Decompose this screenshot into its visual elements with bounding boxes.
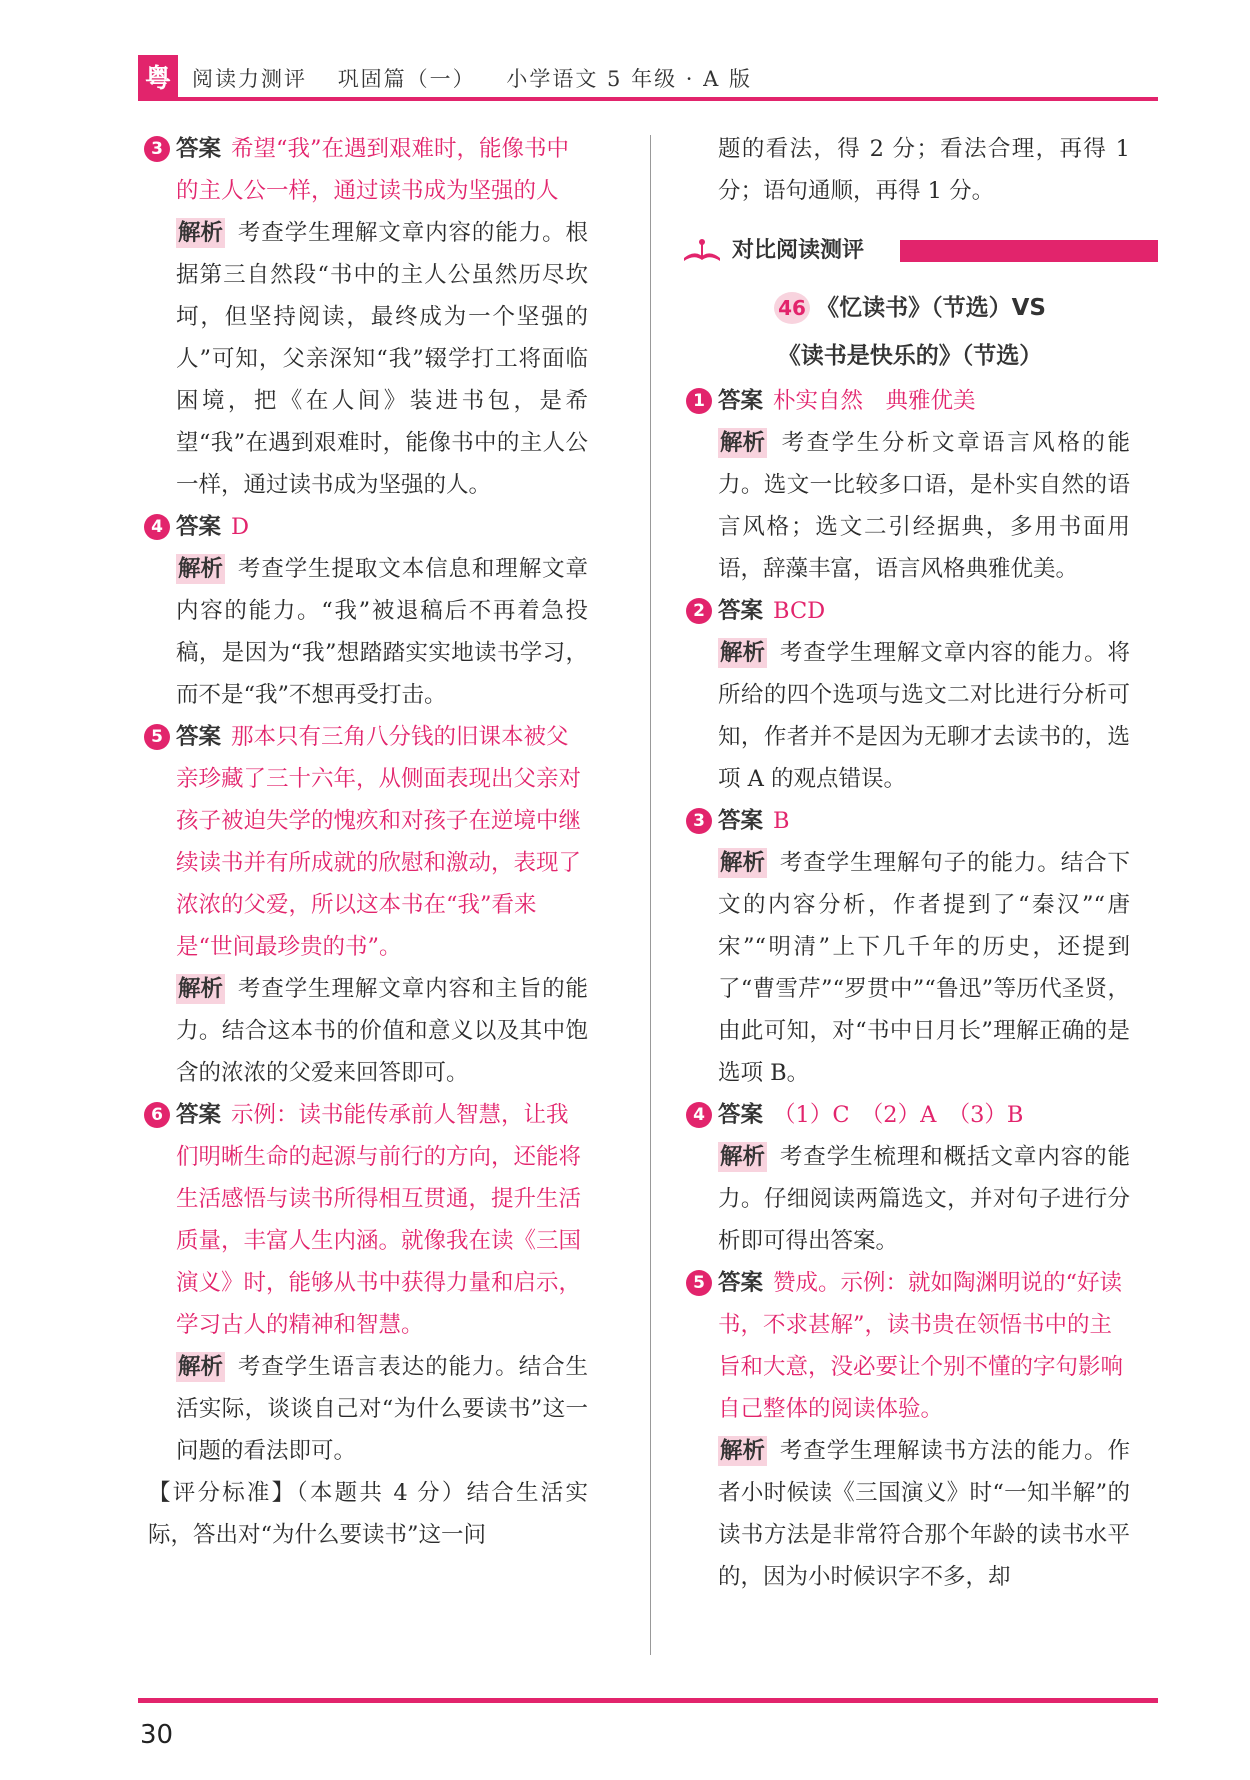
answer-text: 那本只有三角八分钱的旧课本被父亲珍藏了三十六年，从侧面表现出父亲对孩子被迫失学的愧疚和对孩子在逆境中继续读书并有所成就的欣慰和激动，表现了浓浓的父爱，所以这本书在“我”看来是“世间最珍贵的书”。: [176, 724, 582, 960]
right-column: [690, 128, 1130, 1598]
analysis-block: [148, 548, 588, 716]
answer-block-r5: [690, 1262, 1130, 1430]
answer-label: 答案: [718, 388, 764, 414]
analysis-block: [690, 842, 1130, 1094]
answer-block-r1: [690, 380, 1130, 422]
answer-label: 答案: [718, 598, 764, 624]
book-icon: [680, 236, 724, 266]
question-number: 2: [686, 598, 712, 624]
analysis-text: 考查学生理解文章内容的能力。将所给的四个选项与选文二对比进行分析可知，作者并不是因为无聊才去读书的，选项 A 的观点错误。: [718, 640, 1130, 792]
question-number: 5: [144, 724, 170, 750]
scoring-continuation: 题的看法，得 2 分；看法合理，再得 1 分；语句通顺，再得 1 分。: [718, 136, 1130, 204]
analysis-label: 解析: [720, 1438, 766, 1464]
question-number: 3: [144, 136, 170, 162]
analysis-label: 解析: [720, 1144, 766, 1170]
section-bar: [900, 240, 1158, 262]
analysis-text: 考查学生分析文章语言风格的能力。选文一比较多口语，是朴实自然的语言风格；选文二引经据典，多用书面用语，辞藻丰富，语言风格典雅优美。: [718, 430, 1130, 582]
answer-label: 答案: [176, 1102, 222, 1128]
analysis-text: 考查学生理解句子的能力。结合下文的内容分析，作者提到了“秦汉”“唐宋”“明清”上下几千年的历史，还提到了“曹雪芹”“罗贯中”“鲁迅”等历代圣贤，由此可知，对“书中日月长”理解正确的是选项 B。: [718, 850, 1130, 1086]
answer-block-r4: [690, 1094, 1130, 1136]
answer-text: BCD: [773, 598, 826, 624]
analysis-label: 解析: [720, 850, 766, 876]
analysis-block: [148, 968, 588, 1094]
answer-block-q6: [148, 1094, 588, 1346]
question-number: 4: [686, 1102, 712, 1128]
answer-label: 答案: [176, 724, 222, 750]
scoring-criteria: 【评分标准】（本题共 4 分）结合生活实际，答出对“为什么要读书”这一问: [148, 1480, 588, 1548]
answer-block-r3: [690, 800, 1130, 842]
analysis-block: [690, 632, 1130, 800]
answer-label: 答案: [176, 514, 222, 540]
analysis-label: 解析: [178, 220, 224, 246]
logo: 粤: [138, 55, 178, 97]
header-text: [192, 63, 774, 93]
analysis-label: 解析: [178, 976, 224, 1002]
answer-text: 朴实自然 典雅优美: [773, 388, 976, 414]
answer-block-q5: [148, 716, 588, 968]
article-title-line-1: [690, 284, 1130, 332]
question-number: 3: [686, 808, 712, 834]
page-header: [138, 55, 1158, 97]
footer-rule: [138, 1698, 1158, 1703]
answer-block-q4: [148, 506, 588, 548]
article-number-badge: 46: [774, 292, 810, 324]
answer-block-r2: [690, 590, 1130, 632]
header-rule: [138, 97, 1158, 101]
answer-label: 答案: [718, 1270, 764, 1296]
series-title: 阅读力测评: [192, 67, 307, 91]
article-title-2: 《读书是快乐的》（节选）: [777, 343, 1043, 369]
answer-text: 赞成。示例：就如陶渊明说的“好读书，不求甚解”，读书贵在领悟书中的主旨和大意，没必要让个别不懂的字句影响自己整体的阅读体验。: [718, 1270, 1124, 1422]
answer-block-q3: [148, 128, 588, 212]
answer-text: B: [773, 808, 790, 834]
grade-title: 小学语文 5 年级 · A 版: [506, 67, 752, 91]
question-number: 6: [144, 1102, 170, 1128]
left-column: [148, 128, 588, 1556]
question-number: 4: [144, 514, 170, 540]
page-number: 30: [140, 1720, 174, 1750]
analysis-text: 考查学生语言表达的能力。结合生活实际，谈谈自己对“为什么要读书”这一问题的看法即可。: [176, 1354, 588, 1464]
answer-text: D: [231, 514, 250, 540]
analysis-label: 解析: [720, 640, 766, 666]
analysis-block: [690, 1136, 1130, 1262]
volume-title: 巩固篇（一）: [337, 67, 476, 91]
analysis-text: 考查学生理解文章内容和主旨的能力。结合这本书的价值和意义以及其中饱含的浓浓的父爱来回答即可。: [176, 976, 588, 1086]
answer-label: 答案: [176, 136, 222, 162]
analysis-text: 考查学生理解文章内容的能力。根据第三自然段“书中的主人公虽然历尽坎坷，但坚持阅读，最终成为一个坚强的人”可知，父亲深知“我”辍学打工将面临困境，把《在人间》装进书包，是希望“我”在遇到艰难时，能像书中的主人公一样，通过读书成为坚强的人。: [176, 220, 588, 498]
analysis-text: 考查学生梳理和概括文章内容的能力。仔细阅读两篇选文，并对句子进行分析即可得出答案。: [718, 1144, 1130, 1254]
answer-text: 示例：读书能传承前人智慧，让我们明晰生命的起源与前行的方向，还能将生活感悟与读书所得相互贯通，提升生活质量，丰富人生内涵。就像我在读《三国演义》时，能够从书中获得力量和启示，学习古人的精神和智慧。: [176, 1102, 582, 1338]
analysis-text: 考查学生提取文本信息和理解文章内容的能力。“我”被退稿后不再着急投稿，是因为“我”想踏踏实实地读书学习，而不是“我”不想再受打击。: [176, 556, 588, 708]
section-heading: [690, 230, 1130, 274]
analysis-block: [148, 212, 588, 506]
section-title: 对比阅读测评: [732, 238, 865, 263]
analysis-label: 解析: [720, 430, 766, 456]
answer-label: 答案: [718, 808, 764, 834]
analysis-label: 解析: [178, 1354, 224, 1380]
analysis-block: [148, 1346, 588, 1472]
article-title-1: 《忆读书》（节选）VS: [816, 295, 1046, 321]
answer-label: 答案: [718, 1102, 764, 1128]
analysis-block: [690, 1430, 1130, 1598]
column-divider: [650, 135, 651, 1655]
analysis-text: 考查学生理解读书方法的能力。作者小时候读《三国演义》时“一知半解”的读书方法是非常符合那个年龄的读书水平的，因为小时候识字不多，却: [718, 1438, 1130, 1590]
question-number: 5: [686, 1270, 712, 1296]
answer-text: 希望“我”在遇到艰难时，能像书中的主人公一样，通过读书成为坚强的人: [176, 136, 570, 204]
analysis-label: 解析: [178, 556, 224, 582]
question-number: 1: [686, 388, 712, 414]
answer-text: （1）C （2）A （3）B: [773, 1102, 1024, 1128]
analysis-block: [690, 422, 1130, 590]
